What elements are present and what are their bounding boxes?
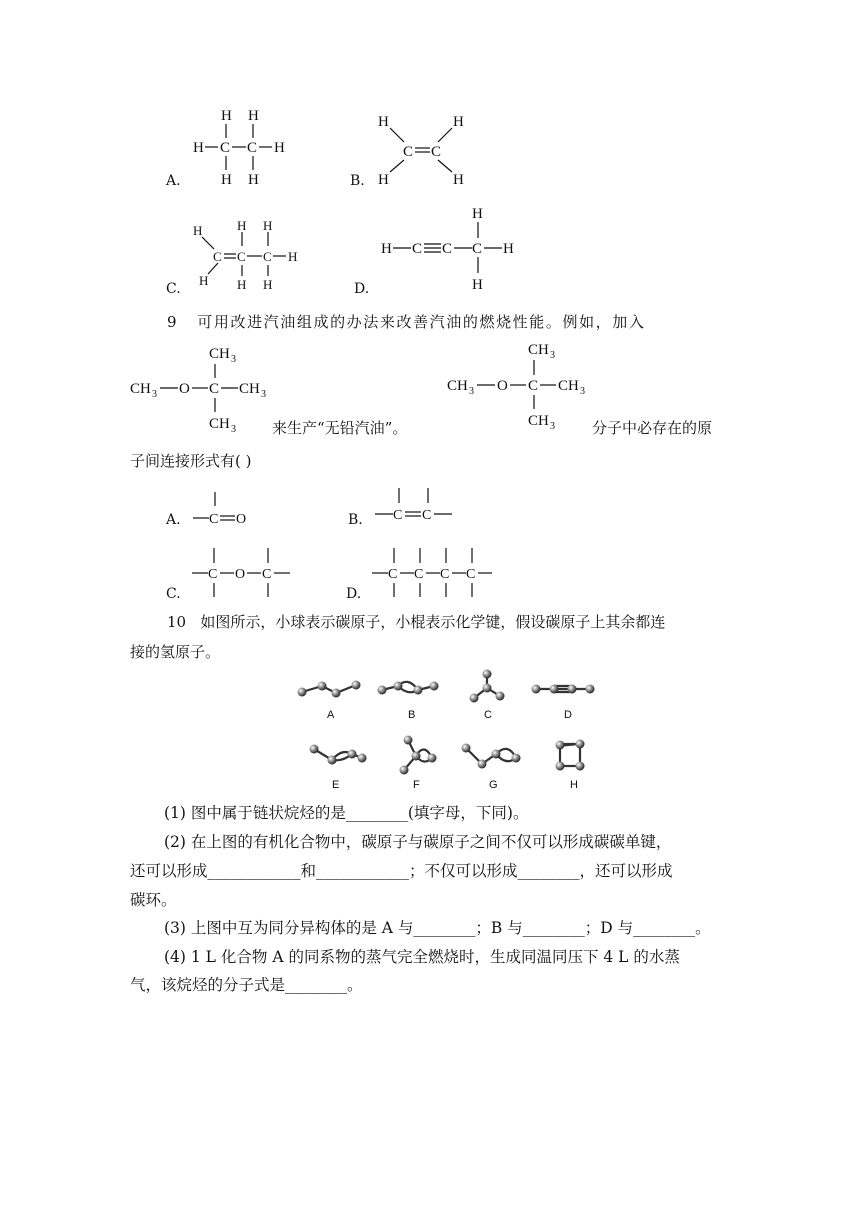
q9-line1: [167, 311, 645, 333]
svg-text:O: O: [497, 378, 508, 394]
q9-text-end: 分子中必存在的原: [592, 419, 713, 437]
svg-text:3: 3: [261, 389, 266, 400]
svg-text:H: H: [199, 273, 209, 288]
svg-text:C: C: [237, 249, 246, 264]
svg-text:C: C: [262, 567, 272, 582]
q8-structures: [0, 95, 860, 305]
q10-sub3: (3) 上图中互为同分异构体的是 A 与________；B 与________；D 与________。: [164, 919, 711, 937]
option-b-label[interactable]: B.: [350, 173, 365, 189]
q9-option-b-label[interactable]: B.: [348, 512, 363, 528]
structure-c-propene: [193, 218, 297, 292]
structure-a-ethane: [193, 108, 285, 188]
q9-structure-a: [193, 492, 246, 527]
svg-text:CH: CH: [528, 342, 549, 358]
option-a-label[interactable]: A.: [166, 173, 181, 189]
figure-label-h: H: [570, 779, 578, 791]
svg-text:CH: CH: [239, 381, 260, 397]
svg-text:H: H: [472, 277, 483, 293]
figure-label-f: F: [413, 779, 420, 791]
structure-b-ethene: [378, 114, 464, 188]
q9-structure-c: [192, 548, 290, 597]
svg-text:H: H: [378, 114, 389, 130]
q9-text-line3: 子间连接形式有( ): [130, 452, 252, 470]
option-c-label[interactable]: C.: [166, 281, 181, 297]
svg-text:H: H: [274, 140, 285, 156]
q9-structure-b: [375, 488, 452, 523]
q10-sub4-line2: 气，该烷烃的分子式是________。: [130, 976, 363, 994]
svg-text:C: C: [247, 140, 258, 156]
svg-text:C: C: [466, 567, 476, 582]
svg-text:O: O: [235, 567, 246, 582]
svg-text:H: H: [453, 114, 464, 130]
svg-text:CH: CH: [558, 378, 579, 394]
svg-text:H: H: [248, 172, 259, 188]
svg-text:H: H: [381, 241, 392, 257]
mtbe-formula-1: [130, 346, 266, 435]
svg-text:H: H: [263, 277, 273, 292]
mtbe-formula-2: [447, 342, 585, 432]
svg-text:CH: CH: [130, 381, 151, 397]
svg-text:C: C: [263, 249, 272, 264]
svg-text:O: O: [179, 381, 190, 397]
svg-text:C: C: [440, 567, 450, 582]
svg-text:H: H: [237, 218, 247, 233]
svg-text:C: C: [414, 567, 424, 582]
q10-sub4-line1: (4) 1 L 化合物 A 的同系物的蒸气完全燃烧时，生成同温同压下 4 L 的水蒸: [164, 948, 680, 966]
svg-text:H: H: [503, 241, 514, 257]
q10-sub2-line1: (2) 在上图的有机化合物中，碳原子与碳原子之间不仅可以形成碳碳单键，: [164, 833, 672, 851]
q9-text-mid: 来生产“无铅汽油”。: [272, 419, 408, 437]
q10-sub2-line2: 还可以形成____________和____________；不仅可以形成________，还可以形成: [130, 862, 673, 880]
svg-text:H: H: [221, 108, 232, 124]
svg-text:3: 3: [231, 424, 236, 435]
q9-text-line1: 可用改进汽油组成的办法来改善汽油的燃烧性能。例如，加入: [197, 313, 646, 331]
q10-line1: [167, 611, 665, 633]
figure-label-g: G: [489, 779, 498, 791]
q9-option-structures: [0, 485, 860, 605]
svg-text:3: 3: [550, 421, 555, 432]
svg-text:C: C: [393, 508, 403, 523]
q9-number: 9: [167, 313, 179, 331]
svg-text:H: H: [288, 249, 298, 264]
svg-text:3: 3: [550, 350, 555, 361]
svg-text:C: C: [422, 508, 432, 523]
svg-text:3: 3: [580, 386, 585, 397]
figure-label-a: A: [327, 709, 335, 721]
svg-text:H: H: [193, 140, 204, 156]
svg-text:C: C: [431, 144, 442, 160]
svg-text:C: C: [208, 567, 218, 582]
svg-text:H: H: [248, 108, 259, 124]
svg-text:3: 3: [231, 354, 236, 365]
svg-text:H: H: [221, 172, 232, 188]
svg-text:CH: CH: [447, 378, 468, 394]
svg-text:3: 3: [152, 389, 157, 400]
svg-text:C: C: [412, 241, 423, 257]
svg-text:C: C: [213, 249, 222, 264]
q9-option-d-label[interactable]: D.: [346, 586, 362, 602]
svg-text:C: C: [528, 378, 539, 394]
q10-number: 10: [167, 613, 187, 631]
svg-text:C: C: [403, 144, 414, 160]
svg-text:O: O: [236, 512, 247, 527]
q9-option-c-label[interactable]: C.: [166, 586, 181, 602]
svg-text:C: C: [209, 381, 220, 397]
q10-text-line1: 如图所示，小球表示碳原子，小棍表示化学键，假设碳原子上其余都连: [200, 613, 666, 631]
svg-text:CH: CH: [209, 346, 230, 362]
svg-text:3: 3: [469, 386, 474, 397]
svg-text:CH: CH: [209, 416, 230, 432]
svg-text:H: H: [237, 277, 247, 292]
svg-text:H: H: [378, 172, 389, 188]
q10-text-line2: 接的氢原子。: [130, 643, 221, 661]
svg-text:C: C: [472, 241, 483, 257]
q10-sub1: (1) 图中属于链状烷烃的是________(填字母，下同)。: [164, 804, 529, 822]
svg-text:CH: CH: [528, 413, 549, 429]
svg-text:C: C: [388, 567, 398, 582]
figure-label-c: C: [484, 709, 492, 721]
q10-sub2-line3: 碳环。: [130, 891, 177, 909]
svg-text:H: H: [263, 218, 273, 233]
option-d-label[interactable]: D.: [354, 281, 370, 297]
svg-text:C: C: [209, 512, 219, 527]
figure-label-e: E: [332, 779, 340, 791]
q9-structure-d: [372, 548, 492, 597]
structure-d-propyne: [381, 206, 514, 293]
svg-text:H: H: [472, 206, 483, 222]
figure-label-d: D: [564, 709, 572, 721]
svg-text:C: C: [220, 140, 231, 156]
svg-text:H: H: [453, 172, 464, 188]
svg-text:H: H: [193, 223, 203, 238]
q9-option-a-label[interactable]: A.: [166, 512, 181, 528]
svg-text:C: C: [442, 241, 453, 257]
q9-mtbe-structures: [0, 335, 860, 435]
figure-label-b: B: [408, 709, 416, 721]
